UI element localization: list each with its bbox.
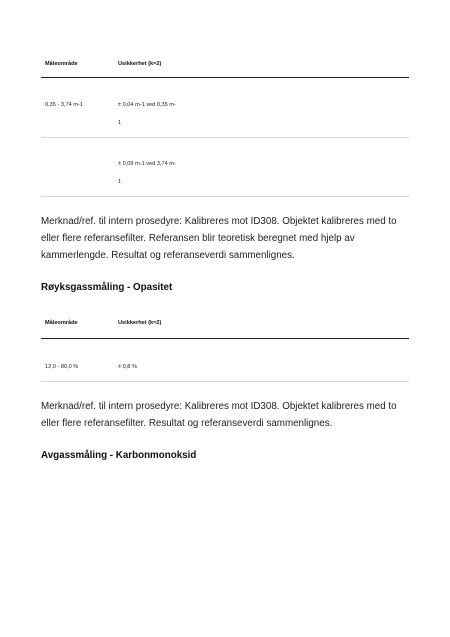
- section-heading-co: Avgassmåling - Karbonmonoksid: [41, 450, 197, 461]
- procedure-note-1: Merknad/ref. til intern prosedyre: Kalibreres mot ID308. Objektet kalibreres med to eller flere referansefilter. Referansen blir teoretisk beregnet med hjelp av kammerlengde. Resultat og referanseverdi sammenlignes.: [41, 216, 397, 261]
- uncertainty-table-1: [41, 58, 409, 198]
- header-rule: [41, 338, 409, 339]
- uncertainty-table-2: [41, 317, 409, 387]
- row-divider: [41, 381, 409, 382]
- table-cell-uncertainty: ± 0,04 m-1 ved 0,35 m-: [118, 102, 176, 108]
- column-header-uncertainty: Usikkerhet (k=2): [118, 61, 162, 67]
- column-header-uncertainty: Usikkerhet (k=2): [118, 320, 162, 326]
- table-cell-uncertainty: ± 0,8 %: [118, 364, 137, 370]
- table-cell-range: 0,35 - 3,74 m-1: [45, 102, 83, 108]
- table-cell-uncertainty: ± 0,09 m-1 ved 3,74 m-: [118, 161, 176, 167]
- column-header-range: Måleområde: [45, 61, 78, 67]
- column-header-range: Måleområde: [45, 320, 78, 326]
- section-heading-opacity: Røyksgassmåling - Opasitet: [41, 282, 173, 293]
- table-cell-uncertainty-wrap: 1: [118, 179, 122, 185]
- procedure-note-2: Merknad/ref. til intern prosedyre: Kalibreres mot ID308. Objektet kalibreres med to eller flere referansefilter. Resultat og referanseverdi sammenlignes.: [41, 401, 397, 429]
- table-cell-range: 12,0 - 80,0 %: [45, 364, 79, 370]
- row-divider: [41, 196, 409, 197]
- table-cell-uncertainty-wrap: 1: [118, 120, 122, 126]
- row-divider: [41, 137, 409, 138]
- header-rule: [41, 77, 409, 78]
